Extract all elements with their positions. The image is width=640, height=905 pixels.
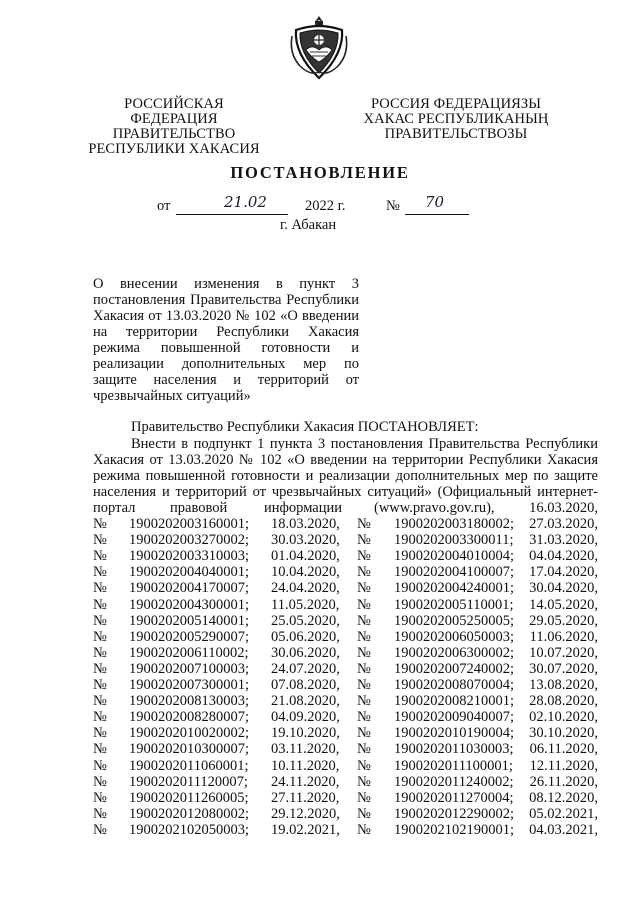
- publication-id: 1900202012080002;: [129, 805, 250, 822]
- table-row: [93, 580, 598, 596]
- publication-date: 25.05.2020,: [271, 612, 340, 629]
- number-sign: №: [357, 580, 371, 597]
- city-label: г. Абакан: [280, 217, 337, 233]
- publication-id: 1900202004170007;: [129, 580, 250, 597]
- publication-date: 19.10.2020,: [271, 725, 340, 742]
- table-row: [93, 677, 598, 693]
- portal-word-2: правовой: [170, 500, 228, 516]
- table-row: [93, 548, 598, 564]
- publication-date: 11.06.2020,: [529, 628, 598, 645]
- publication-date: 13.08.2020,: [529, 677, 598, 693]
- number-sign: №: [93, 757, 107, 774]
- publication-date: 14.05.2020,: [529, 596, 598, 613]
- intro-line-4: населения и территорий от чрезвычайных ситуаций» (Официальный интернет-: [93, 484, 598, 500]
- number-sign: №: [357, 660, 371, 677]
- publication-id: 1900202003180002;: [394, 516, 515, 532]
- publication-date: 06.11.2020,: [529, 741, 598, 758]
- number-sign: №: [357, 821, 371, 838]
- number-sign: №: [93, 532, 107, 549]
- publication-date: 05.06.2020,: [271, 628, 340, 645]
- number-sign: №: [93, 805, 107, 822]
- publication-date: 21.08.2020,: [271, 693, 340, 710]
- publication-date: 27.03.2020,: [529, 516, 598, 532]
- number-sign: №: [357, 612, 371, 629]
- publication-date: 07.08.2020,: [271, 677, 340, 693]
- header-left-line-3: РЕСПУБЛИКИ ХАКАСИЯ: [88, 141, 260, 157]
- publication-id: 1900202006110002;: [129, 644, 249, 661]
- publication-date: 03.11.2020,: [271, 741, 340, 758]
- publication-date: 18.03.2020,: [271, 516, 340, 532]
- table-row: [93, 597, 598, 613]
- header-right-line-3: ПРАВИТЕЛЬСТВОЗЫ: [384, 126, 528, 142]
- publication-id: 1900202004240001;: [394, 580, 515, 597]
- publication-date: 10.07.2020,: [529, 644, 598, 661]
- publication-date: 29.05.2020,: [529, 612, 598, 629]
- date-year: 2022 г.: [305, 198, 346, 214]
- table-row: [93, 693, 598, 709]
- number-sign: №: [357, 644, 371, 661]
- number-sign: №: [93, 709, 107, 726]
- publication-date: 11.05.2020,: [271, 596, 340, 613]
- publication-id: 1900202011030003;: [394, 741, 514, 758]
- publication-id: 1900202003160001;: [129, 516, 250, 532]
- publication-id: 1900202003310003;: [129, 548, 250, 565]
- publication-id: 1900202005250005;: [394, 612, 515, 629]
- publication-date: 26.11.2020,: [529, 773, 598, 790]
- number-sign: №: [93, 548, 107, 565]
- publication-id: 1900202005140001;: [129, 612, 250, 629]
- publication-id: 1900202004100007;: [394, 564, 515, 581]
- publication-id: 1900202006300002;: [394, 644, 515, 661]
- number-sign: №: [93, 677, 107, 693]
- publication-date: 24.07.2020,: [271, 660, 340, 677]
- publication-id: 1900202007300001;: [129, 677, 250, 693]
- table-row: [93, 822, 598, 838]
- publication-id: 1900202007100003;: [129, 660, 250, 677]
- publication-id: 1900202011260005;: [129, 789, 249, 806]
- publication-id: 1900202007240002;: [394, 660, 515, 677]
- date-handwritten: 21.02: [224, 193, 267, 211]
- intro-line-3: режима повышенной готовности и реализации дополнительных мер по защите: [93, 468, 598, 484]
- resolve-line: Правительство Республики Хакасия ПОСТАНОВЛЯЕТ:: [131, 419, 479, 435]
- publication-id: 1900202004040001;: [129, 564, 250, 581]
- table-row: [93, 564, 598, 580]
- number-sign: №: [357, 709, 371, 726]
- publication-date: 29.12.2020,: [271, 805, 340, 822]
- number-sign: №: [93, 660, 107, 677]
- publication-date: 24.11.2020,: [271, 773, 340, 790]
- table-row: [93, 516, 598, 532]
- number-sign: №: [357, 773, 371, 790]
- publication-id: 1900202008280007;: [129, 709, 250, 726]
- table-row: [93, 725, 598, 741]
- number-sign: №: [93, 789, 107, 806]
- publication-id: 1900202008210001;: [394, 693, 515, 710]
- date-field: [176, 193, 288, 215]
- publication-date: 04.03.2021,: [529, 821, 598, 838]
- number-sign: №: [357, 564, 371, 581]
- number-field: [405, 193, 469, 215]
- intro-line-1: Внести в подпункт 1 пункта 3 постановления Правительства Республики: [131, 436, 598, 452]
- header-right-line-2: ХАКАС РЕСПУБЛИКАНЫҢ: [363, 111, 549, 127]
- publication-date: 31.03.2020,: [529, 532, 598, 549]
- publication-id: 1900202004300001;: [129, 596, 250, 613]
- publication-date: 28.08.2020,: [529, 693, 598, 710]
- table-row: [93, 758, 598, 774]
- publication-id: 1900202011060001;: [129, 757, 249, 774]
- publication-id: 1900202102190001;: [394, 821, 515, 838]
- number-sign: №: [357, 548, 371, 565]
- number-sign: №: [357, 789, 371, 806]
- number-sign: №: [357, 516, 371, 532]
- number-sign: №: [357, 596, 371, 613]
- publication-id: 1900202003300011;: [394, 532, 514, 549]
- table-row: [93, 613, 598, 629]
- publication-date: 30.10.2020,: [529, 725, 598, 742]
- table-row: [93, 661, 598, 677]
- number-handwritten: 70: [425, 193, 445, 211]
- publication-date: 30.06.2020,: [271, 644, 340, 661]
- header-left: [80, 97, 268, 157]
- portal-word-5: 16.03.2020,: [529, 500, 598, 516]
- number-sign: №: [93, 725, 107, 742]
- date-from-label: от: [157, 198, 171, 214]
- publication-id: 1900202010300007;: [129, 741, 250, 758]
- publication-id: 1900202008130003;: [129, 693, 250, 710]
- number-sign: №: [93, 628, 107, 645]
- publication-id: 1900202004010004;: [394, 548, 515, 565]
- portal-line: [93, 500, 598, 516]
- number-sign: №: [357, 757, 371, 774]
- number-sign: №: [357, 532, 371, 549]
- publication-date: 17.04.2020,: [529, 564, 598, 581]
- table-row: [93, 790, 598, 806]
- table-row: [93, 709, 598, 725]
- portal-word-1: портал: [93, 500, 136, 516]
- publication-id: 1900202010020002;: [129, 725, 250, 742]
- coat-of-arms-emblem: [290, 14, 348, 82]
- header-right-line-1: РОССИЯ ФЕДЕРАЦИЯЗЫ: [370, 96, 542, 112]
- publication-id: 1900202005110001;: [394, 596, 514, 613]
- table-row: [93, 629, 598, 645]
- publication-id: 1900202006050003;: [394, 628, 515, 645]
- number-sign: №: [93, 644, 107, 661]
- table-row: [93, 774, 598, 790]
- table-row: [93, 532, 598, 548]
- number-sign: №: [93, 596, 107, 613]
- publication-id: 1900202102050003;: [129, 821, 250, 838]
- portal-word-3: информации: [264, 500, 342, 516]
- number-label: №: [386, 198, 400, 214]
- subject-text: О внесении изменения в пункт 3 постановления Правительства Республики Хакасия от 13.03.2020 № 102 «О введении на территории Республики Хакасия режима повышенной готовности и реализации дополнительных мер по защите населения и территорий от чрезвычайных ситуаций»: [93, 276, 359, 404]
- number-sign: №: [93, 693, 107, 710]
- header-left-line-1: РОССИЙСКАЯ ФЕДЕРАЦИЯ: [124, 96, 224, 127]
- publication-date: 30.04.2020,: [529, 580, 598, 597]
- number-sign: №: [93, 741, 107, 758]
- number-sign: №: [357, 693, 371, 710]
- publication-date: 24.04.2020,: [271, 580, 340, 597]
- table-row: [93, 741, 598, 757]
- publication-date: 12.11.2020,: [529, 757, 598, 774]
- table-row: [93, 806, 598, 822]
- publication-date: 30.07.2020,: [529, 660, 598, 677]
- publication-date: 10.04.2020,: [271, 564, 340, 581]
- publication-date: 30.03.2020,: [271, 532, 340, 549]
- publication-date: 10.11.2020,: [271, 757, 340, 774]
- publication-date: 27.11.2020,: [271, 789, 340, 806]
- number-sign: №: [93, 612, 107, 629]
- document-title: ПОСТАНОВЛЕНИЕ: [230, 163, 410, 182]
- publication-id: 1900202009040007;: [394, 709, 515, 726]
- number-sign: №: [93, 773, 107, 790]
- publication-date: 08.12.2020,: [529, 789, 598, 806]
- publication-date: 05.02.2021,: [529, 805, 598, 822]
- publication-id: 1900202011270004;: [394, 789, 514, 806]
- table-row: [93, 645, 598, 661]
- portal-word-4: (www.pravo.gov.ru),: [374, 500, 495, 516]
- number-sign: №: [357, 677, 371, 693]
- number-sign: №: [93, 580, 107, 597]
- publication-id: 1900202011240002;: [394, 773, 514, 790]
- publication-id: 1900202011100001;: [394, 757, 513, 774]
- header-left-line-2: ПРАВИТЕЛЬСТВО: [112, 126, 236, 142]
- publication-date: 02.10.2020,: [529, 709, 598, 726]
- publication-id: 1900202003270002;: [129, 532, 250, 549]
- publication-date: 04.04.2020,: [529, 548, 598, 565]
- header-right: [362, 97, 550, 142]
- publication-date: 01.04.2020,: [271, 548, 340, 565]
- number-sign: №: [93, 821, 107, 838]
- publication-date: 04.09.2020,: [271, 709, 340, 726]
- number-sign: №: [357, 805, 371, 822]
- number-sign: №: [357, 628, 371, 645]
- subject-block: [93, 276, 359, 404]
- publication-id: 1900202012290002;: [394, 805, 515, 822]
- publication-id: 1900202011120007;: [129, 773, 248, 790]
- publication-id: 1900202010190004;: [394, 725, 515, 742]
- number-sign: №: [357, 725, 371, 742]
- publication-id: 1900202005290007;: [129, 628, 250, 645]
- number-sign: №: [93, 516, 107, 532]
- number-sign: №: [357, 741, 371, 758]
- publication-date: 19.02.2021,: [271, 821, 340, 838]
- publication-id: 1900202008070004;: [394, 677, 515, 693]
- intro-line-2: Хакасия от 13.03.2020 № 102 «О введении на территории Республики Хакасия: [93, 452, 598, 468]
- number-sign: №: [93, 564, 107, 581]
